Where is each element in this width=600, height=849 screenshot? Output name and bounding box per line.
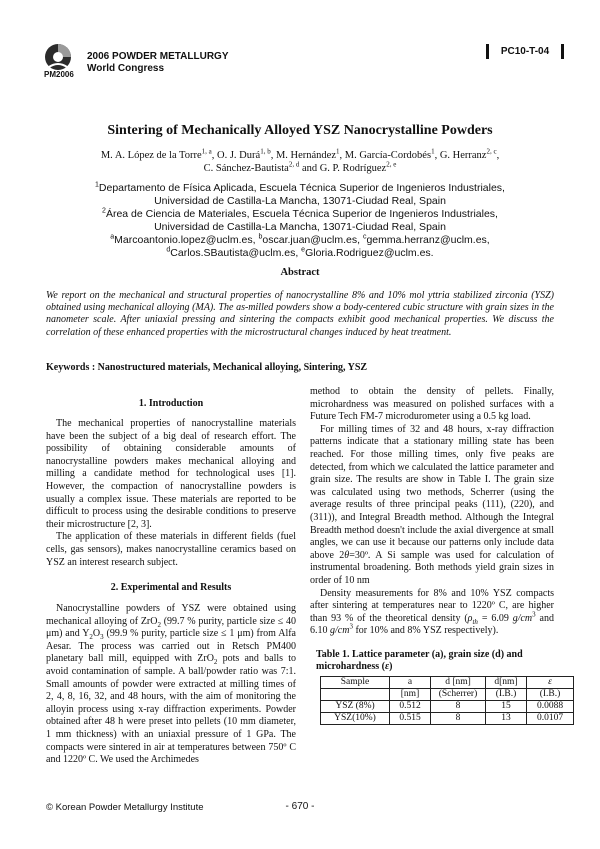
authors-line1: M. A. López de la Torre$^{1, a}$, O. J. Durá$^{1, b}$, M. Hernández$^1$, M. García-Cordobés$^1$, G. Herranz$^{2, c}$, (100, 147, 500, 161)
table-cell: 0.512 (390, 701, 431, 713)
paragraph: method to obtain the density of pellets. Finally, microhardness was measured on polished surfaces with a Future Tech FM-7 microdurometer using a 0.5 kg load. (310, 386, 554, 423)
experimental-body (46, 603, 296, 767)
table-caption (316, 649, 554, 673)
author-list (70, 149, 530, 175)
event-title (87, 51, 229, 75)
paragraph: The mechanical properties of nanocrystalline materials have been the subject of a big deal of research effort. The possibility of obtaining considerable amounts of nanocrystalline powders makes mechanical alloying and milling a candidate method for technological uses [1]. However, the compaction of nanocrystalline powders is usually a complex issue. These materials are reported to be difficult to process using the desirable conditions to preserve their microstructure [2, 3]. (46, 418, 296, 530)
table-cell: 0.515 (390, 713, 431, 725)
page-number: - 670 - (285, 801, 315, 812)
affiliation-line: Universidad de Castilla-La Mancha, 13071-Ciudad Real, Spain (154, 195, 446, 207)
introduction-body (46, 418, 296, 569)
table-header-cell: [nm] (390, 689, 431, 701)
section-heading-experimental: 2. Experimental and Results (110, 582, 232, 593)
table-cell: 0.0107 (527, 713, 574, 725)
table-header-cell: d[nm] (486, 677, 527, 689)
table-header-cell: (I.B.) (486, 689, 527, 701)
table-header-cell: Sample (321, 677, 390, 689)
logo-label: PM2006 (44, 70, 74, 79)
paragraph: Density measurements for 8% and 10% YSZ compacts after sintering at temperatures near to 1220º C, are higher than 93 % of the theoretical density ($\rho_{th} = 6.09$ $g/cm^3$ and 6.10 $g/cm^3$ for 10% and 8% YSZ respectively). (310, 587, 554, 637)
table-header-cell: (Scherrer) (431, 689, 486, 701)
event-title-line2: World Congress (87, 63, 165, 74)
table-header-cell: d [nm] (431, 677, 486, 689)
table-header-cell: ε (527, 677, 574, 689)
authors-line2: C. Sánchez-Bautista$^{2, d}$ and G. P. Rodríguez$^{2, e}$ (203, 160, 397, 174)
affiliation-line: Universidad de Castilla-La Mancha, 13071-Ciudad Real, Spain (154, 221, 446, 233)
email-line: $^a$Marcoantonio.lopez@uclm.es, $^b$oscar.juan@uclm.es, $^c$gemma.herranz@uclm.es, (110, 233, 490, 246)
right-column-body (310, 386, 554, 638)
copyright-notice: © Korean Powder Metallurgy Institute (46, 802, 204, 813)
table-header-cell: (I.B.) (527, 689, 574, 701)
affiliation-line: $^1$Departamento de Física Aplicada, Escuela Técnica Superior de Ingenieros Industriales, (95, 181, 505, 194)
table-cell: 13 (486, 713, 527, 725)
paragraph: For milling times of 32 and 48 hours, x-ray diffraction patterns indicate that a stationary milling state has been reached. For those milling times, only five peaks are detected, from which we calculated the lattice parameter and grain size. The results are show in Table I. The grain size was calculated using two methods, Scherrer (using the average results of three principal peaks (111), (220), and (311)), and Integral Breadth method. Although the Integral Breadth method doesn't include the axial divergence at small angles, we can use it because our patterns only include data above 2θ=30º. A Si sample was used for calculation of instrumental broadening. Both methods yield grain sizes in order of 10 nm (310, 423, 554, 586)
abstract-heading: Abstract (280, 267, 320, 278)
paragraph: The application of these materials in different fields (fuel cells, gas sensors), makes nanocrystalline ceramics based on YSZ an interest research subject. (46, 531, 296, 568)
keywords: Keywords : Nanostructured materials, Mechanical alloying, Sintering, YSZ (46, 362, 368, 373)
table-cell: YSZ (8%) (321, 701, 390, 713)
table-cell: 15 (486, 701, 527, 713)
email-line: $^d$Carlos.SBautista@uclm.es, $^e$Gloria.Rodriguez@uclm.es. (166, 246, 434, 259)
pm2006-logo-icon (44, 43, 72, 71)
table-header-cell: a (390, 677, 431, 689)
table-cell: 0.0088 (527, 701, 574, 713)
table-cell: 8 (431, 701, 486, 713)
event-title-line1: 2006 POWDER METALLURGY (87, 51, 229, 62)
table-row (321, 713, 574, 725)
section-heading-introduction: 1. Introduction (138, 398, 204, 409)
table-header-row (321, 689, 574, 701)
table-header-cell (321, 689, 390, 701)
abstract-text: We report on the mechanical and structural properties of nanocrystalline 8% and 10% mol yttria stabilized zirconia (YSZ) obtained using mechanical alloying (MA). The as-milled powders show a body-centered cubic structure with grain sizes in the nanometer scale. After uniaxial pressing and sintering the compacts exhibit good mechanical properties. We discuss the correlation of these enhanced properties with the microstructural changes induced by heat treatment. (46, 290, 554, 338)
table-row (321, 701, 574, 713)
table-header-row (321, 677, 574, 689)
affiliation-line: $^2$Área de Ciencia de Materiales, Escuela Técnica Superior de Ingenieros Industriales, (102, 207, 498, 220)
table-caption-line1: Table 1. Lattice parameter (a), grain size (d) and (316, 649, 523, 660)
table-caption-line2: microhardness (ε) (316, 661, 393, 672)
paper-title: Sintering of Mechanically Alloyed YSZ Nanocrystalline Powders (107, 123, 493, 138)
results-table (320, 676, 574, 725)
table-cell: YSZ(10%) (321, 713, 390, 725)
affiliations (70, 182, 530, 260)
paragraph: Nanocrystalline powders of YSZ were obtained using mechanical alloying of ZrO$_2$ (99.7 % purity, particle size ≤ 40 μm) and $Y_2O_3$ (99.9 % purity, particle size ≤ 1 μm) from Alfa Aesar. The process was carried out in Retsch PM400 planetary ball mill, equipped with ZrO$_2$ pots and balls to avoid contamination of sample. A ball/powder ratio was 7:1. Small amounts of powder were extracted at milling times of 2, 4, 8, 16, 32, and 48 hours, with the aim of monitoring the alloyin process using x-ray diffraction experiments. Powder obtained after 48 h were preset into pellets (10 mm diameter, 1 mm thickness) with an uniaxial pressure of 1 GPa. The compacts were sintered in air at temperatures between 750º C and 1220º C. We used the Archimedes (46, 603, 297, 766)
paper-code-badge: PC10-T-04 (486, 44, 564, 59)
table-cell: 8 (431, 713, 486, 725)
